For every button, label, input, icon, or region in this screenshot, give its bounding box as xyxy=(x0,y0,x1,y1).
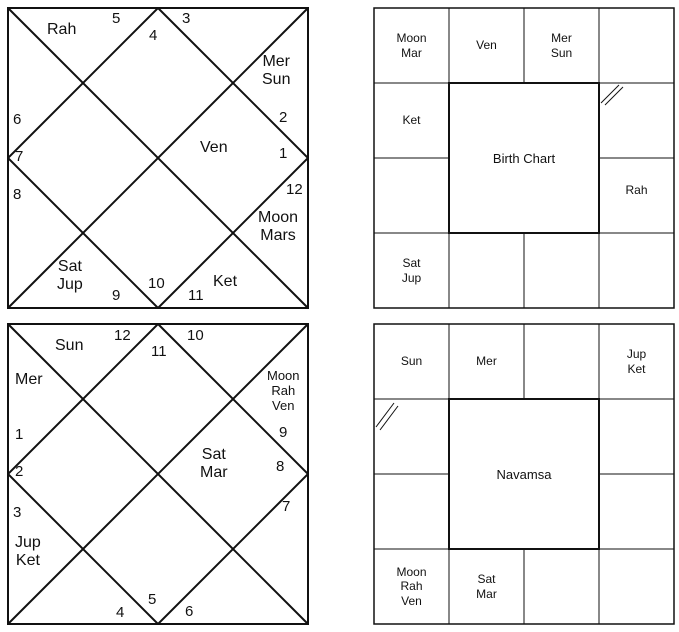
house-number: 4 xyxy=(149,27,158,44)
sign-cell: Sat Jup xyxy=(401,256,422,285)
planet-label: Moon Rah Ven xyxy=(267,368,300,413)
planet-label: Jup Ket xyxy=(15,534,41,570)
planet-label: Ven xyxy=(200,139,228,156)
sign-cell xyxy=(599,233,674,308)
house-number: 10 xyxy=(187,327,204,344)
house-number: 3 xyxy=(182,10,191,27)
sign-cell: Moon Rah Ven xyxy=(396,564,427,608)
house-number: 11 xyxy=(151,343,167,360)
south-indian-chart-navamsa xyxy=(373,323,675,625)
sign-cell: Mer Sun xyxy=(550,31,573,60)
sign-cell xyxy=(524,233,599,308)
house-number: 11 xyxy=(188,287,204,304)
planet-label: Sat Mar xyxy=(200,446,228,482)
sign-cell xyxy=(599,399,674,474)
house-number: 9 xyxy=(279,424,288,441)
sign-cell: Rah xyxy=(625,183,648,198)
house-number: 5 xyxy=(112,10,121,27)
sign-cell: Jup Ket xyxy=(626,347,647,376)
house-number: 4 xyxy=(116,604,125,621)
north-indian-chart-navamsa xyxy=(7,323,309,625)
house-number: 12 xyxy=(114,327,131,344)
planet-label: Mer Sun xyxy=(262,53,291,89)
north-indian-chart-birth xyxy=(7,7,309,309)
sign-cell xyxy=(374,399,449,474)
planet-label: Sun xyxy=(55,337,84,354)
house-number: 7 xyxy=(282,498,291,515)
south-indian-chart-birth xyxy=(373,7,675,309)
house-number: 2 xyxy=(279,109,288,126)
planet-label: Moon Mars xyxy=(258,209,299,245)
house-number: 6 xyxy=(185,603,194,620)
house-number: 5 xyxy=(148,591,157,608)
house-number: 12 xyxy=(286,181,303,198)
planet-label: Sat Jup xyxy=(57,258,83,294)
house-number: 8 xyxy=(276,458,285,475)
house-number: 9 xyxy=(112,287,121,304)
sign-cell xyxy=(599,83,674,158)
house-number: 1 xyxy=(279,145,288,162)
sign-cell: Sun xyxy=(400,354,423,369)
chart-title: Navamsa xyxy=(496,466,552,482)
sign-cell: Ven xyxy=(476,38,497,53)
sign-cell: Mer xyxy=(476,354,497,369)
house-number: 8 xyxy=(13,186,22,203)
house-number: 6 xyxy=(13,111,22,128)
planet-label: Ket xyxy=(213,273,238,290)
house-number: 2 xyxy=(15,463,24,480)
house-number: 10 xyxy=(148,275,165,292)
sign-cell xyxy=(599,8,674,83)
sign-cell xyxy=(374,158,449,233)
sign-cell: Moon Mar xyxy=(396,31,427,60)
planet-label: Rah xyxy=(47,21,77,38)
house-number: 3 xyxy=(13,504,22,521)
sign-cell xyxy=(524,324,599,399)
sign-cell: Sat Mar xyxy=(476,572,497,601)
sign-cell xyxy=(449,233,524,308)
sign-cell xyxy=(599,549,674,624)
sign-cell xyxy=(524,549,599,624)
sign-cell xyxy=(599,474,674,549)
sign-cell: Ket xyxy=(402,113,421,128)
house-number: 1 xyxy=(15,426,24,443)
sign-cell xyxy=(374,474,449,549)
planet-label: Mer xyxy=(15,371,43,388)
north-chart-lines xyxy=(7,323,309,625)
chart-title: Birth Chart xyxy=(492,150,556,166)
house-number: 7 xyxy=(15,148,24,165)
